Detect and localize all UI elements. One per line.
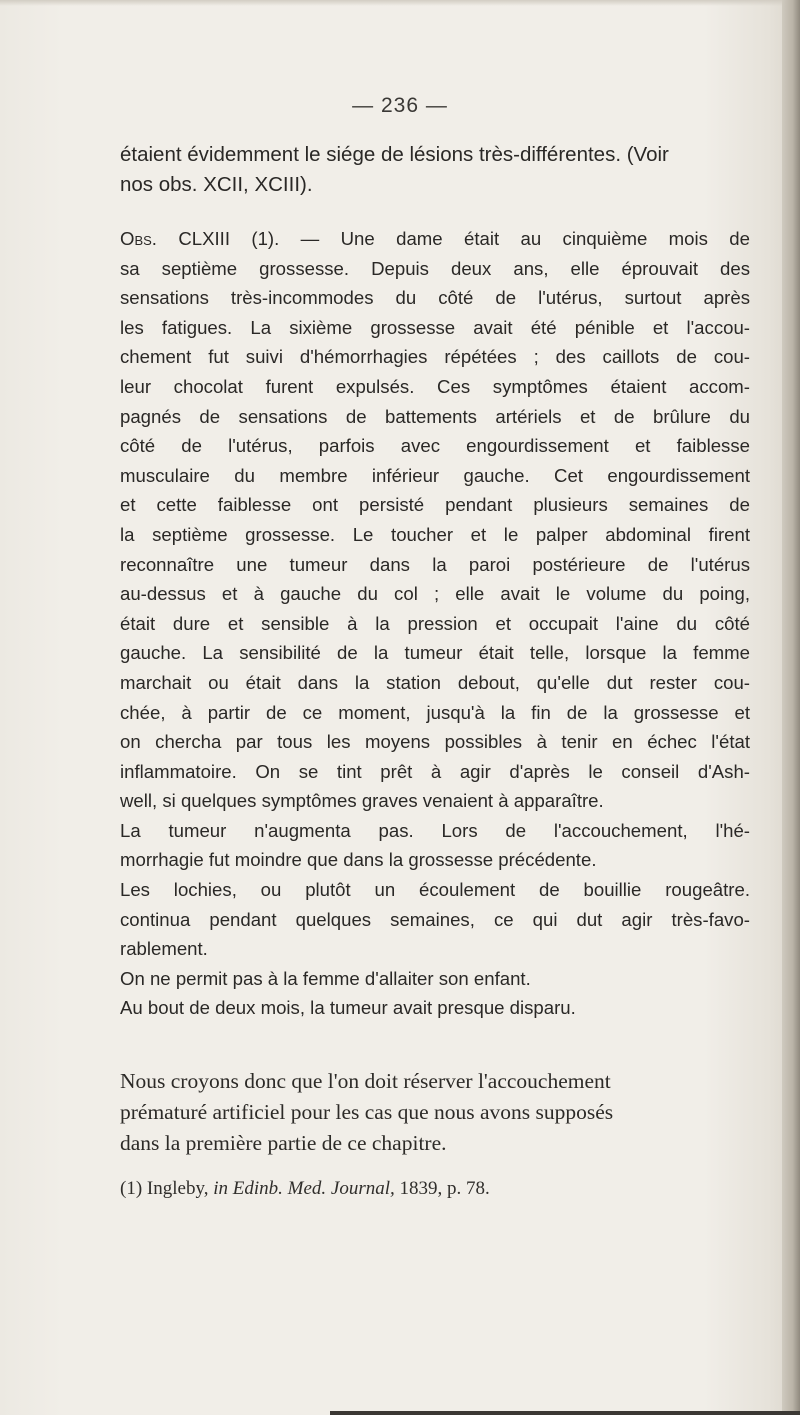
observation-line: rablement. [120,938,208,960]
conclusion-paragraph [120,1066,732,1159]
observation-line: pagnés de sensations de battements artériels et de brûlure du [120,405,750,427]
observation-line: et cette faiblesse ont persisté pendant plusieurs semaines de [120,494,750,516]
footnote-citation: 1839, p. 78. [394,1178,490,1199]
observation-line: Obs. CLXIII (1). — Une dame était au cinquième mois de [120,228,750,249]
conclusion-line: Nous croyons donc que l'on doit réserver l'accouchement [120,1069,611,1093]
observation-label: Obs. CLXIII (1). [120,228,280,249]
footnote-journal: in Edinb. Med. Journal, [213,1178,395,1199]
observation-line: côté de l'utérus, parfois avec engourdissement et faiblesse [120,435,750,457]
observation-paragraph [120,224,750,1023]
observation-line: On ne permit pas à la femme d'allaiter son enfant. [120,967,531,989]
observation-line: sensations très-incommodes du côté de l'utérus, surtout après [120,287,750,309]
observation-line: Les lochies, ou plutôt un écoulement de bouillie rougeâtre. [120,879,750,901]
observation-line: était dure et sensible à la pression et occupait l'aine du côté [120,612,750,634]
footnote-marker: (1) Ingleby, [120,1178,214,1199]
observation-line: leur chocolat furent expulsés. Ces symptômes étaient accom- [120,375,750,397]
observation-line: les fatigues. La sixième grossesse avait été pénible et l'accou- [120,316,750,338]
observation-line: inflammatoire. On se tint prêt à agir d'après le conseil d'Ash- [120,760,750,782]
observation-line: au-dessus et à gauche du col ; elle avait le volume du poing, [120,583,750,605]
page-bottom-edge [330,1411,800,1415]
conclusion-line: prématuré artificiel pour les cas que nous avons supposés [120,1100,614,1124]
observation-line: well, si quelques symptômes graves venaient à apparaître. [120,790,604,812]
observation-line: continua pendant quelques semaines, ce qui dut agir très-favo- [120,908,750,930]
observation-line: morrhagie fut moindre que dans la grossesse précédente. [120,849,597,871]
observation-line: chement fut suivi d'hémorrhagies répétées ; des caillots de cou- [120,346,750,368]
observation-line: Au bout de deux mois, la tumeur avait presque disparu. [120,997,576,1019]
observation-line: gauche. La sensibilité de la tumeur était telle, lorsque la femme [120,642,750,664]
observation-line: reconnaître une tumeur dans la paroi postérieure de l'utérus [120,553,750,575]
observation-line: sa septième grossesse. Depuis deux ans, elle éprouvait des [120,257,750,279]
observation-line: musculaire du membre inférieur gauche. Cet engourdissement [120,464,750,486]
page-top-shadow [0,0,800,6]
page-number: — 236 — [352,94,448,117]
page-binding-edge [782,0,800,1415]
intro-line: nos obs. XCII, XCIII). [120,173,313,196]
observation-line: la septième grossesse. Le toucher et le palper abdominal firent [120,523,750,545]
conclusion-line: dans la première partie de ce chapitre. [120,1131,447,1155]
observation-line: on chercha par tous les moyens possibles à tenir en échec l'état [120,731,750,753]
footnote [120,1176,490,1202]
observation-line: La tumeur n'augmenta pas. Lors de l'accouchement, l'hé- [120,819,750,841]
intro-paragraph [120,140,732,200]
observation-line: marchait ou était dans la station debout, qu'elle dut rester cou- [120,671,750,693]
intro-line: étaient évidemment le siége de lésions très-différentes. (Voir [120,143,669,166]
observation-line: chée, à partir de ce moment, jusqu'à la fin de la grossesse et [120,701,750,723]
